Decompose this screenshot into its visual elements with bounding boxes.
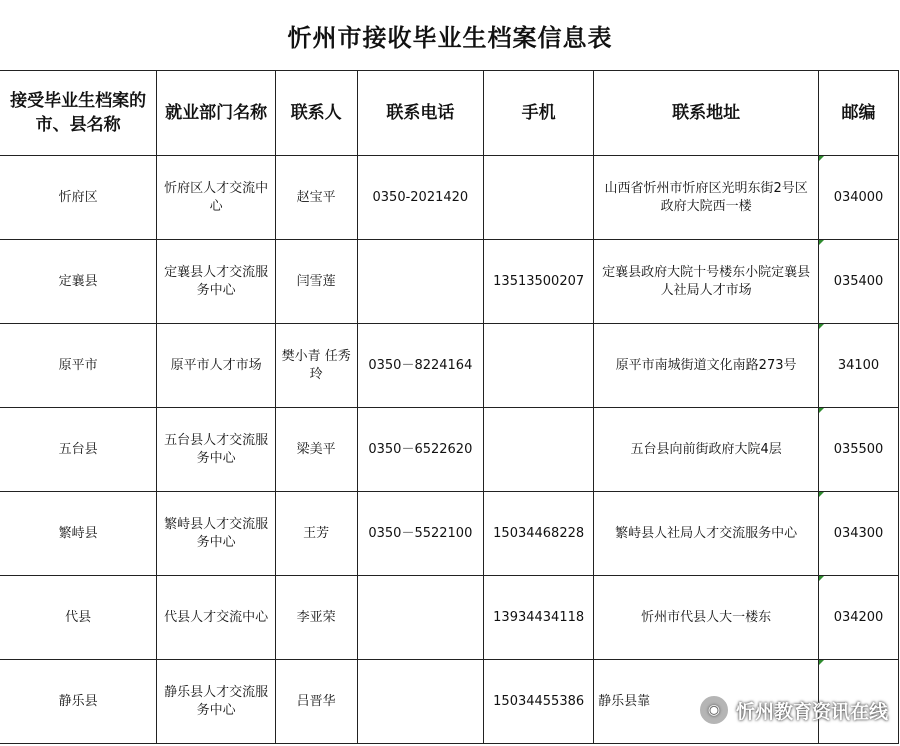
cell-phone: 0350－5522100 — [357, 492, 484, 576]
cell-city: 代县 — [0, 576, 157, 660]
cell-mobile — [484, 324, 594, 408]
cell-phone — [357, 660, 484, 744]
cell-city: 忻府区 — [0, 156, 157, 240]
header-mobile: 手机 — [484, 71, 594, 156]
table-row — [0, 156, 899, 240]
cell-contact: 樊小青 任秀玲 — [275, 324, 357, 408]
cell-city: 五台县 — [0, 408, 157, 492]
cell-dept: 忻府区人才交流中心 — [157, 156, 275, 240]
cell-dept: 静乐县人才交流服务中心 — [157, 660, 275, 744]
cell-dept: 代县人才交流中心 — [157, 576, 275, 660]
header-phone: 联系电话 — [357, 71, 484, 156]
cell-postcode: 034200 — [819, 576, 899, 660]
header-dept: 就业部门名称 — [157, 71, 275, 156]
cell-mobile: 13513500207 — [484, 240, 594, 324]
table-row — [0, 324, 899, 408]
header-city: 接受毕业生档案的市、县名称 — [0, 71, 157, 156]
cell-mobile — [484, 408, 594, 492]
wechat-icon: ◉ — [698, 694, 730, 726]
cell-contact: 吕晋华 — [275, 660, 357, 744]
cell-postcode: 34100 — [819, 324, 899, 408]
cell-address: 五台县向前街政府大院4层 — [594, 408, 819, 492]
cell-address: 繁峙县人社局人才交流服务中心 — [594, 492, 819, 576]
table-header-row — [0, 71, 899, 156]
cell-dept: 五台县人才交流服务中心 — [157, 408, 275, 492]
cell-city: 定襄县 — [0, 240, 157, 324]
cell-address: 静乐县靠 — [594, 660, 819, 744]
cell-dept: 原平市人才市场 — [157, 324, 275, 408]
cell-postcode: 035400 — [819, 240, 899, 324]
cell-phone — [357, 240, 484, 324]
cell-dept: 繁峙县人才交流服务中心 — [157, 492, 275, 576]
cell-postcode: 034000 — [819, 156, 899, 240]
cell-address: 忻州市代县人大一楼东 — [594, 576, 819, 660]
cell-phone: 0350-2021420 — [357, 156, 484, 240]
cell-mobile: 13934434118 — [484, 576, 594, 660]
cell-city: 静乐县 — [0, 660, 157, 744]
cell-postcode — [819, 660, 899, 744]
cell-address: 定襄县政府大院十号楼东小院定襄县人社局人才市场 — [594, 240, 819, 324]
cell-mobile: 15034455386 — [484, 660, 594, 744]
cell-mobile — [484, 156, 594, 240]
cell-address: 山西省忻州市忻府区光明东街2号区政府大院西一楼 — [594, 156, 819, 240]
table-row — [0, 492, 899, 576]
header-address: 联系地址 — [594, 71, 819, 156]
cell-contact: 赵宝平 — [275, 156, 357, 240]
cell-dept: 定襄县人才交流服务中心 — [157, 240, 275, 324]
archive-table — [0, 70, 899, 744]
cell-contact: 王芳 — [275, 492, 357, 576]
cell-contact: 梁美平 — [275, 408, 357, 492]
table-row — [0, 408, 899, 492]
table-row — [0, 576, 899, 660]
cell-postcode: 035500 — [819, 408, 899, 492]
cell-address: 原平市南城街道文化南路273号 — [594, 324, 819, 408]
header-postcode: 邮编 — [819, 71, 899, 156]
cell-city: 原平市 — [0, 324, 157, 408]
cell-contact: 闫雪莲 — [275, 240, 357, 324]
cell-phone: 0350－6522620 — [357, 408, 484, 492]
cell-phone — [357, 576, 484, 660]
cell-postcode: 034300 — [819, 492, 899, 576]
cell-contact: 李亚荣 — [275, 576, 357, 660]
watermark-text: 忻州教育资讯在线 — [735, 700, 888, 723]
page-title: 忻州市接收毕业生档案信息表 — [287, 22, 613, 52]
cell-phone: 0350－8224164 — [357, 324, 484, 408]
table-row — [0, 660, 899, 744]
header-contact: 联系人 — [275, 71, 357, 156]
table-row — [0, 240, 899, 324]
cell-mobile: 15034468228 — [484, 492, 594, 576]
cell-city: 繁峙县 — [0, 492, 157, 576]
